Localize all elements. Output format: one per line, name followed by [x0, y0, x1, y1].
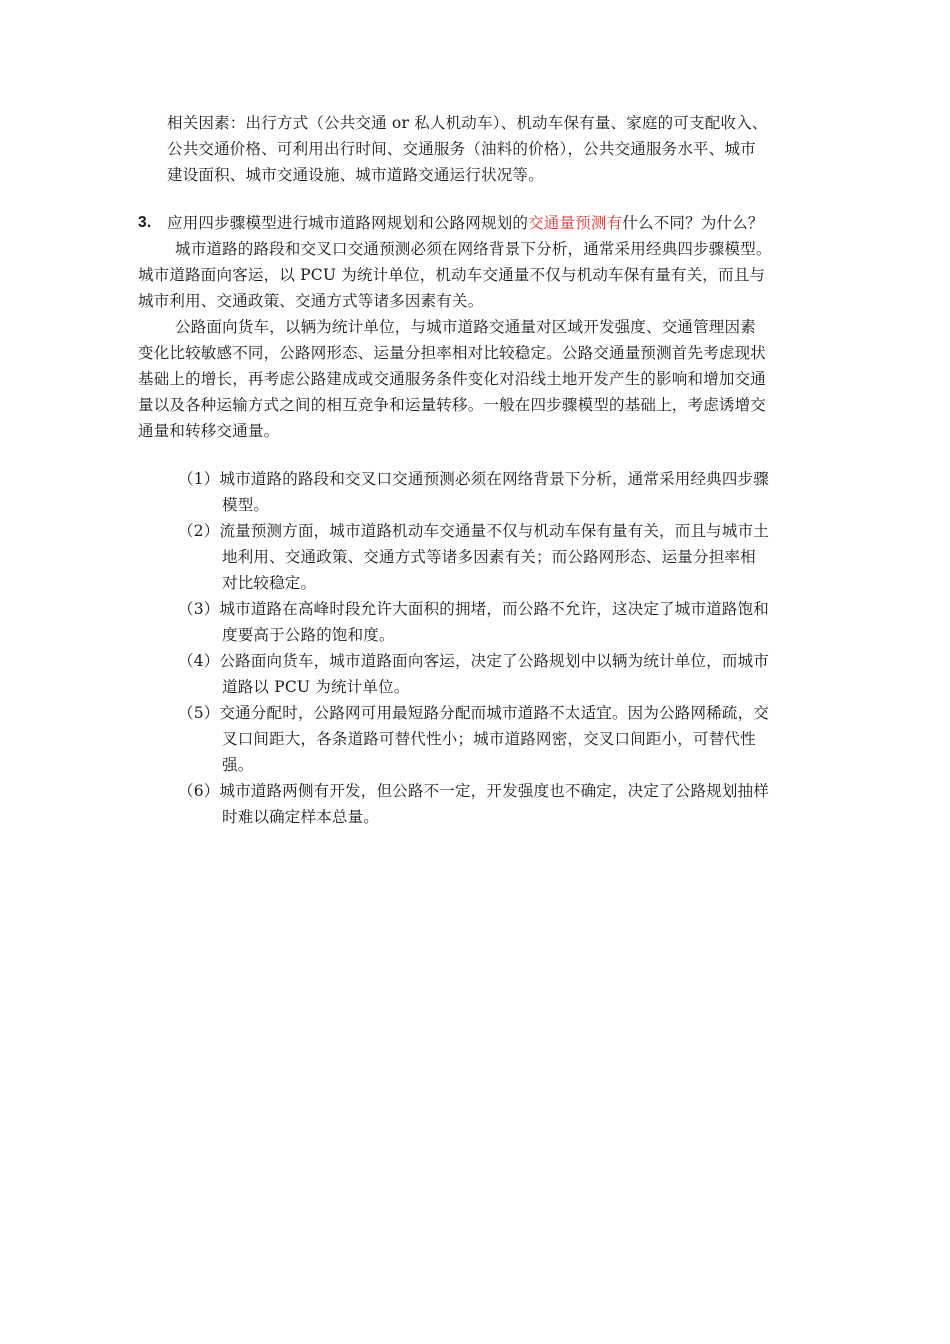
para2-line-2: 变化比较敏感不同，公路网形态、运量分担率相对比较稳定。公路交通量预测首先考虑现状: [138, 344, 767, 362]
factors-line-2: 公共交通价格、可利用出行时间、交通服务（油料的价格），公共交通服务水平、城市: [167, 140, 756, 158]
question-text-highlight: 交通量预测有: [528, 214, 623, 232]
para2-line-4: 量以及各种运输方式之间的相互竞争和运量转移。一般在四步骤模型的基础上，考虑诱增交: [138, 396, 767, 414]
para1-line-2: 城市道路面向客运，以 PCU 为统计单位，机动车交通量不仅与机动车保有量有关，而且与: [138, 266, 766, 284]
question-text-before: 应用四步骤模型进行城市道路网规划和公路网规划的: [167, 214, 529, 232]
item-5-line-1: （5）交通分配时，公路网可用最短路分配而城市道路不太适宜。因为公路网稀疏，交: [178, 704, 769, 722]
para1-line-1: 城市道路的路段和交叉口交通预测必须在网络背景下分析，通常采用经典四步骤模型。: [175, 240, 772, 258]
question-text-after: 什么不同？为什么？: [622, 214, 764, 232]
para2-line-5: 通量和转移交通量。: [138, 422, 280, 440]
para1-line-3: 城市利用、交通政策、交通方式等诸多因素有关。: [138, 292, 484, 310]
item-5-line-2: 叉口间距大，各条道路可替代性小；城市道路网密，交叉口间距小，可替代性: [222, 730, 756, 748]
factors-line-1: 相关因素：出行方式（公共交通 or 私人机动车）、机动车保有量、家庭的可支配收入、: [167, 114, 768, 132]
item-6-line-1: （6）城市道路两侧有开发，但公路不一定，开发强度也不确定，决定了公路规划抽样: [178, 782, 769, 800]
question-number: 3.: [138, 214, 152, 231]
item-4-line-2: 道路以 PCU 为统计单位。: [222, 678, 410, 696]
item-2-line-3: 对比较稳定。: [222, 574, 317, 592]
item-2-line-2: 地利用、交通政策、交通方式等诸多因素有关；而公路网形态、运量分担率相: [222, 548, 756, 566]
item-1-line-2: 模型。: [222, 496, 270, 514]
item-3-line-2: 度要高于公路的饱和度。: [222, 626, 395, 644]
para2-line-3: 基础上的增长，再考虑公路建成或交通服务条件变化对沿线土地开发产生的影响和增加交通: [138, 370, 767, 388]
item-4-line-1: （4）公路面向货车，城市道路面向客运，决定了公路规划中以辆为统计单位，而城市: [178, 652, 769, 670]
item-5-line-3: 强。: [222, 756, 254, 774]
item-6-line-2: 时难以确定样本总量。: [222, 808, 380, 826]
question-text: [167, 210, 764, 236]
factors-line-3: 建设面积、城市交通设施、城市道路交通运行状况等。: [167, 166, 544, 184]
item-3-line-1: （3）城市道路在高峰时段允许大面积的拥堵，而公路不允许，这决定了城市道路饱和: [178, 600, 769, 618]
item-2-line-1: （2）流量预测方面，城市道路机动车交通量不仅与机动车保有量有关，而且与城市土: [178, 522, 769, 540]
para2-line-1: 公路面向货车，以辆为统计单位，与城市道路交通量对区域开发强度、交通管理因素: [175, 318, 756, 336]
item-1-line-1: （1）城市道路的路段和交叉口交通预测必须在网络背景下分析，通常采用经典四步骤: [178, 470, 769, 488]
